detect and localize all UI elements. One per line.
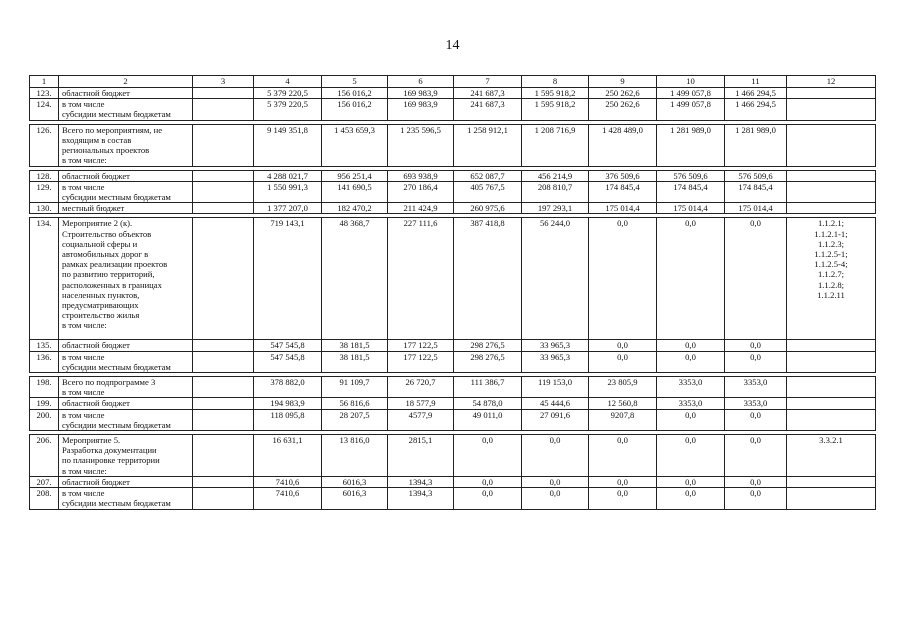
value-cell: 174 845,4 bbox=[725, 181, 787, 202]
value-cell: 1394,3 bbox=[388, 477, 454, 488]
reference-cell bbox=[787, 88, 876, 99]
value-cell: 693 938,9 bbox=[388, 170, 454, 181]
value-cell: 211 424,9 bbox=[388, 203, 454, 214]
value-cell: 194 983,9 bbox=[254, 398, 322, 409]
value-cell: 652 087,7 bbox=[454, 170, 522, 181]
value-cell: 1 208 716,9 bbox=[522, 124, 589, 166]
value-cell: 175 014,4 bbox=[725, 203, 787, 214]
value-cell: 0,0 bbox=[522, 435, 589, 477]
value-cell: 0,0 bbox=[589, 488, 657, 509]
value-cell: 3353,0 bbox=[657, 398, 725, 409]
value-cell: 0,0 bbox=[589, 435, 657, 477]
row-number-cell: 124. bbox=[30, 99, 59, 120]
row-number-cell: 135. bbox=[30, 340, 59, 351]
value-cell: 0,0 bbox=[589, 218, 657, 340]
reference-cell bbox=[787, 377, 876, 398]
description-cell: в том числе субсидии местным бюджетам bbox=[59, 99, 193, 120]
value-cell: 23 805,9 bbox=[589, 377, 657, 398]
reference-cell bbox=[787, 340, 876, 351]
description-cell: в том числе субсидии местным бюджетам bbox=[59, 409, 193, 430]
table-row bbox=[30, 203, 876, 214]
description-cell: областной бюджет bbox=[59, 398, 193, 409]
value-cell: 169 983,9 bbox=[388, 88, 454, 99]
value-cell: 0,0 bbox=[725, 409, 787, 430]
reference-cell: 3.3.2.1 bbox=[787, 435, 876, 477]
value-cell: 0,0 bbox=[725, 218, 787, 340]
value-cell: 1 466 294,5 bbox=[725, 88, 787, 99]
header-row bbox=[30, 76, 876, 88]
reference-cell bbox=[787, 488, 876, 509]
value-cell: 7410,6 bbox=[254, 488, 322, 509]
value-cell: 260 975,6 bbox=[454, 203, 522, 214]
value-cell: 3353,0 bbox=[725, 377, 787, 398]
value-cell: 0,0 bbox=[522, 488, 589, 509]
value-cell: 0,0 bbox=[454, 477, 522, 488]
reference-cell bbox=[787, 124, 876, 166]
reference-cell bbox=[787, 181, 876, 202]
value-cell: 56 244,0 bbox=[522, 218, 589, 340]
value-cell: 38 181,5 bbox=[322, 340, 388, 351]
description-cell: Всего по мероприятиям, не входящим в состав региональных проектов в том числе: bbox=[59, 124, 193, 166]
value-cell: 547 545,8 bbox=[254, 351, 322, 372]
value-cell: 175 014,4 bbox=[589, 203, 657, 214]
column-header: 4 bbox=[254, 76, 322, 88]
value-cell: 0,0 bbox=[725, 477, 787, 488]
value-cell: 1 281 989,0 bbox=[725, 124, 787, 166]
value-cell: 175 014,4 bbox=[657, 203, 725, 214]
value-cell: 174 845,4 bbox=[657, 181, 725, 202]
description-cell: Мероприятие 5. Разработка документации по планировке территории в том числе: bbox=[59, 435, 193, 477]
value-cell: 208 810,7 bbox=[522, 181, 589, 202]
description-cell: местный бюджет bbox=[59, 203, 193, 214]
column-header: 8 bbox=[522, 76, 589, 88]
value-cell bbox=[193, 181, 254, 202]
value-cell bbox=[193, 99, 254, 120]
value-cell: 49 011,0 bbox=[454, 409, 522, 430]
table-row bbox=[30, 398, 876, 409]
column-header: 9 bbox=[589, 76, 657, 88]
value-cell: 0,0 bbox=[657, 477, 725, 488]
row-number-cell: 207. bbox=[30, 477, 59, 488]
value-cell: 0,0 bbox=[657, 218, 725, 340]
value-cell: 169 983,9 bbox=[388, 99, 454, 120]
row-number-cell: 129. bbox=[30, 181, 59, 202]
row-number-cell: 200. bbox=[30, 409, 59, 430]
value-cell: 1394,3 bbox=[388, 488, 454, 509]
row-number-cell: 208. bbox=[30, 488, 59, 509]
value-cell: 241 687,3 bbox=[454, 88, 522, 99]
value-cell: 241 687,3 bbox=[454, 99, 522, 120]
value-cell: 378 882,0 bbox=[254, 377, 322, 398]
value-cell bbox=[193, 377, 254, 398]
table-row bbox=[30, 88, 876, 99]
value-cell: 0,0 bbox=[725, 351, 787, 372]
value-cell: 0,0 bbox=[589, 351, 657, 372]
description-cell: областной бюджет bbox=[59, 170, 193, 181]
table-row bbox=[30, 351, 876, 372]
value-cell: 4 288 021,7 bbox=[254, 170, 322, 181]
value-cell: 0,0 bbox=[454, 488, 522, 509]
value-cell: 5 379 220,5 bbox=[254, 99, 322, 120]
row-number-cell: 123. bbox=[30, 88, 59, 99]
value-cell: 16 631,1 bbox=[254, 435, 322, 477]
value-cell: 1 235 596,5 bbox=[388, 124, 454, 166]
value-cell: 141 690,5 bbox=[322, 181, 388, 202]
value-cell: 0,0 bbox=[657, 435, 725, 477]
table-row bbox=[30, 124, 876, 166]
value-cell: 250 262,6 bbox=[589, 99, 657, 120]
value-cell: 1 281 989,0 bbox=[657, 124, 725, 166]
value-cell: 1 499 057,8 bbox=[657, 88, 725, 99]
value-cell: 13 816,0 bbox=[322, 435, 388, 477]
value-cell: 197 293,1 bbox=[522, 203, 589, 214]
column-header: 5 bbox=[322, 76, 388, 88]
value-cell bbox=[193, 203, 254, 214]
value-cell: 0,0 bbox=[725, 488, 787, 509]
value-cell: 298 276,5 bbox=[454, 351, 522, 372]
value-cell: 118 095,8 bbox=[254, 409, 322, 430]
table-row bbox=[30, 170, 876, 181]
value-cell: 376 509,6 bbox=[589, 170, 657, 181]
table-row bbox=[30, 435, 876, 477]
table-row bbox=[30, 409, 876, 430]
reference-cell bbox=[787, 351, 876, 372]
value-cell: 2815,1 bbox=[388, 435, 454, 477]
value-cell: 956 251,4 bbox=[322, 170, 388, 181]
column-header: 6 bbox=[388, 76, 454, 88]
value-cell: 1 377 207,0 bbox=[254, 203, 322, 214]
description-cell: областной бюджет bbox=[59, 477, 193, 488]
value-cell bbox=[193, 124, 254, 166]
table-row bbox=[30, 488, 876, 509]
value-cell: 38 181,5 bbox=[322, 351, 388, 372]
value-cell: 6016,3 bbox=[322, 477, 388, 488]
table-row bbox=[30, 218, 876, 340]
value-cell: 1 595 918,2 bbox=[522, 99, 589, 120]
table-row bbox=[30, 340, 876, 351]
value-cell: 1 258 912,1 bbox=[454, 124, 522, 166]
value-cell: 0,0 bbox=[454, 435, 522, 477]
value-cell: 1 453 659,3 bbox=[322, 124, 388, 166]
column-header: 3 bbox=[193, 76, 254, 88]
value-cell: 48 368,7 bbox=[322, 218, 388, 340]
table-body bbox=[30, 76, 876, 510]
value-cell bbox=[193, 351, 254, 372]
value-cell: 456 214,9 bbox=[522, 170, 589, 181]
value-cell bbox=[193, 398, 254, 409]
value-cell: 56 816,6 bbox=[322, 398, 388, 409]
value-cell: 0,0 bbox=[657, 409, 725, 430]
value-cell: 1 595 918,2 bbox=[522, 88, 589, 99]
value-cell: 9 149 351,8 bbox=[254, 124, 322, 166]
page-number: 14 bbox=[445, 38, 460, 53]
value-cell: 177 122,5 bbox=[388, 340, 454, 351]
value-cell: 27 091,6 bbox=[522, 409, 589, 430]
value-cell: 0,0 bbox=[725, 435, 787, 477]
column-header: 10 bbox=[657, 76, 725, 88]
value-cell bbox=[193, 488, 254, 509]
value-cell: 156 016,2 bbox=[322, 99, 388, 120]
value-cell: 0,0 bbox=[657, 351, 725, 372]
description-cell: областной бюджет bbox=[59, 340, 193, 351]
value-cell: 576 509,6 bbox=[725, 170, 787, 181]
value-cell: 0,0 bbox=[589, 340, 657, 351]
value-cell bbox=[193, 409, 254, 430]
table-row bbox=[30, 477, 876, 488]
description-cell: Всего по подпрограмме 3 в том числе bbox=[59, 377, 193, 398]
row-number-cell: 199. bbox=[30, 398, 59, 409]
description-cell: в том числе субсидии местным бюджетам bbox=[59, 351, 193, 372]
row-number-cell: 136. bbox=[30, 351, 59, 372]
reference-cell bbox=[787, 170, 876, 181]
value-cell bbox=[193, 477, 254, 488]
value-cell bbox=[193, 88, 254, 99]
value-cell: 26 720,7 bbox=[388, 377, 454, 398]
value-cell: 12 560,8 bbox=[589, 398, 657, 409]
value-cell: 1 428 489,0 bbox=[589, 124, 657, 166]
value-cell: 28 207,5 bbox=[322, 409, 388, 430]
value-cell bbox=[193, 170, 254, 181]
value-cell: 111 386,7 bbox=[454, 377, 522, 398]
reference-cell bbox=[787, 477, 876, 488]
value-cell: 576 509,6 bbox=[657, 170, 725, 181]
value-cell: 7410,6 bbox=[254, 477, 322, 488]
row-number-cell: 126. bbox=[30, 124, 59, 166]
row-number-cell: 128. bbox=[30, 170, 59, 181]
row-number-cell: 134. bbox=[30, 218, 59, 340]
description-cell: Мероприятие 2 (к). Строительство объектов социальной сферы и автомобильных дорог в рамках реализации проектов по развитию территорий, расположенных в границах населенных пунктов, предусматривающих строительство жилья в том числе: bbox=[59, 218, 193, 340]
row-number-cell: 206. bbox=[30, 435, 59, 477]
value-cell: 3353,0 bbox=[725, 398, 787, 409]
row-number-cell: 198. bbox=[30, 377, 59, 398]
column-header: 11 bbox=[725, 76, 787, 88]
row-number-cell: 130. bbox=[30, 203, 59, 214]
reference-cell bbox=[787, 99, 876, 120]
value-cell: 177 122,5 bbox=[388, 351, 454, 372]
value-cell: 182 470,2 bbox=[322, 203, 388, 214]
column-header: 2 bbox=[59, 76, 193, 88]
value-cell: 387 418,8 bbox=[454, 218, 522, 340]
reference-cell bbox=[787, 203, 876, 214]
value-cell: 3353,0 bbox=[657, 377, 725, 398]
reference-cell bbox=[787, 409, 876, 430]
value-cell: 174 845,4 bbox=[589, 181, 657, 202]
value-cell: 405 767,5 bbox=[454, 181, 522, 202]
value-cell: 45 444,6 bbox=[522, 398, 589, 409]
value-cell: 1 466 294,5 bbox=[725, 99, 787, 120]
value-cell: 250 262,6 bbox=[589, 88, 657, 99]
value-cell: 18 577,9 bbox=[388, 398, 454, 409]
value-cell: 1 550 991,3 bbox=[254, 181, 322, 202]
value-cell: 0,0 bbox=[657, 488, 725, 509]
value-cell: 0,0 bbox=[725, 340, 787, 351]
value-cell: 6016,3 bbox=[322, 488, 388, 509]
value-cell: 227 111,6 bbox=[388, 218, 454, 340]
table-row bbox=[30, 99, 876, 120]
value-cell bbox=[193, 435, 254, 477]
value-cell: 0,0 bbox=[657, 340, 725, 351]
description-cell: в том числе субсидии местным бюджетам bbox=[59, 488, 193, 509]
value-cell bbox=[193, 340, 254, 351]
value-cell: 298 276,5 bbox=[454, 340, 522, 351]
value-cell bbox=[193, 218, 254, 340]
table-row bbox=[30, 181, 876, 202]
value-cell: 119 153,0 bbox=[522, 377, 589, 398]
value-cell: 33 965,3 bbox=[522, 340, 589, 351]
value-cell: 1 499 057,8 bbox=[657, 99, 725, 120]
value-cell: 9207,8 bbox=[589, 409, 657, 430]
budget-table bbox=[29, 75, 876, 510]
column-header: 1 bbox=[30, 76, 59, 88]
table-row bbox=[30, 377, 876, 398]
value-cell: 0,0 bbox=[589, 477, 657, 488]
column-header: 12 bbox=[787, 76, 876, 88]
value-cell: 54 878,0 bbox=[454, 398, 522, 409]
description-cell: в том числе субсидии местным бюджетам bbox=[59, 181, 193, 202]
value-cell: 5 379 220,5 bbox=[254, 88, 322, 99]
value-cell: 270 186,4 bbox=[388, 181, 454, 202]
description-cell: областной бюджет bbox=[59, 88, 193, 99]
value-cell: 33 965,3 bbox=[522, 351, 589, 372]
reference-cell bbox=[787, 398, 876, 409]
value-cell: 719 143,1 bbox=[254, 218, 322, 340]
value-cell: 547 545,8 bbox=[254, 340, 322, 351]
column-header: 7 bbox=[454, 76, 522, 88]
value-cell: 0,0 bbox=[522, 477, 589, 488]
reference-cell: 1.1.2.1; 1.1.2.1-1; 1.1.2.3; 1.1.2.5-1; 1.1.2.5-4; 1.1.2.7; 1.1.2.8; 1.1.2.11 bbox=[787, 218, 876, 340]
value-cell: 156 016,2 bbox=[322, 88, 388, 99]
value-cell: 4577,9 bbox=[388, 409, 454, 430]
value-cell: 91 109,7 bbox=[322, 377, 388, 398]
